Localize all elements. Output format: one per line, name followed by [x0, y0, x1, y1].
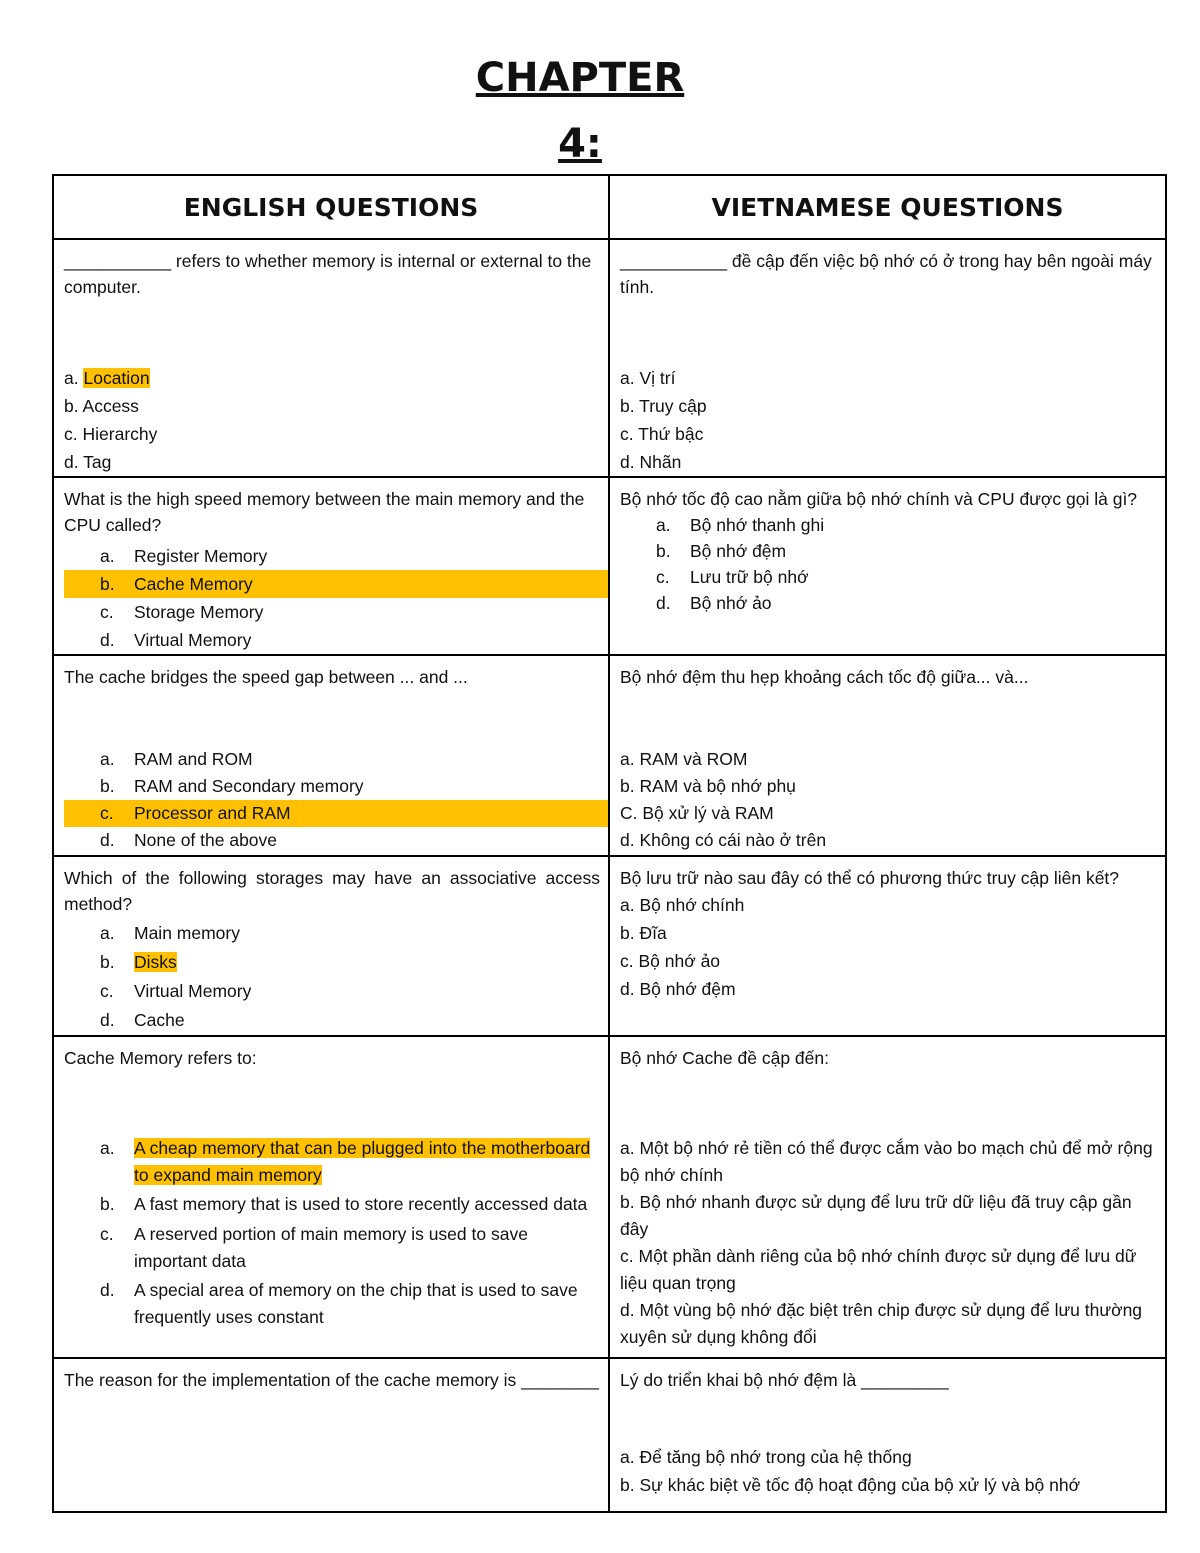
option[interactable]: C. Bộ xử lý và RAM: [620, 803, 774, 823]
question-row: [53, 856, 1166, 1036]
options-list: [64, 542, 600, 654]
chapter-title: CHAPTER: [475, 55, 685, 101]
vietnamese-cell: [609, 1036, 1166, 1358]
correct-answer-highlight: Location: [83, 368, 150, 388]
question-table: [52, 174, 1167, 1513]
option[interactable]: b. Disks: [100, 952, 177, 972]
options-list: [620, 1443, 1157, 1499]
option[interactable]: b. Truy cập: [620, 396, 707, 416]
option[interactable]: c. Virtual Memory: [100, 981, 252, 1001]
question-text: Cache Memory refers to:: [64, 1048, 257, 1068]
header-row: [53, 175, 1166, 239]
option[interactable]: b. Cache Memory: [64, 570, 608, 598]
vietnamese-cell: [609, 856, 1166, 1036]
option[interactable]: c. Bộ nhớ ảo: [620, 951, 721, 971]
option[interactable]: d. Không có cái nào ở trên: [620, 830, 827, 850]
option[interactable]: a. Bộ nhớ thanh ghi: [656, 515, 825, 535]
english-cell: [53, 477, 609, 655]
correct-answer-highlight: Disks: [134, 952, 177, 972]
option[interactable]: d. A special area of memory on the chip that is used to save frequently uses constant: [100, 1280, 578, 1327]
question-text: What is the high speed memory between the main memory and the CPU called?: [64, 489, 585, 535]
option[interactable]: d. Tag: [64, 452, 112, 472]
options-list: [620, 364, 1157, 476]
correct-answer-highlight: A cheap memory that can be plugged into the motherboard to expand main memory: [134, 1138, 591, 1185]
option[interactable]: b. Bộ nhớ nhanh được sử dụng để lưu trữ dữ liệu đã truy cập gần đây: [620, 1192, 1132, 1239]
question-text: ___________ đề cập đến việc bộ nhớ có ở trong hay bên ngoài máy tính.: [620, 251, 1152, 297]
option[interactable]: a. A cheap memory that can be plugged into the motherboard to expand main memory: [100, 1138, 591, 1185]
question-row: [53, 1036, 1166, 1358]
option[interactable]: b. Access: [64, 396, 139, 416]
option[interactable]: d. Virtual Memory: [100, 630, 252, 650]
option[interactable]: a. Vị trí: [620, 368, 676, 388]
correct-answer-highlight: Processor and RAM: [134, 803, 291, 823]
option[interactable]: b. A fast memory that is used to store recently accessed data: [100, 1194, 588, 1214]
english-header: ENGLISH QUESTIONS: [53, 175, 609, 239]
options-list: [64, 919, 600, 1035]
options-list: [64, 746, 600, 854]
english-cell: [53, 655, 609, 856]
english-cell: [53, 856, 609, 1036]
question-text: The cache bridges the speed gap between ... and ...: [64, 667, 468, 687]
option[interactable]: d. Nhãn: [620, 452, 682, 472]
options-list: [64, 1135, 600, 1331]
question-text: Bộ nhớ tốc độ cao nằm giữa bộ nhớ chính và CPU được gọi là gì?: [620, 489, 1138, 509]
question-text: The reason for the implementation of the cache memory is ________: [64, 1370, 600, 1390]
option[interactable]: a. RAM và ROM: [620, 749, 748, 769]
chapter-number: 4:: [558, 121, 602, 167]
question-text: Lý do triển khai bộ nhớ đệm là _________: [620, 1370, 949, 1390]
option[interactable]: c. Lưu trữ bộ nhớ: [656, 567, 809, 587]
options-list: [620, 746, 1157, 854]
option[interactable]: a. Bộ nhớ chính: [620, 895, 745, 915]
question-row: [53, 239, 1166, 477]
option[interactable]: d. Một vùng bộ nhớ đặc biệt trên chip được sử dụng để lưu thường xuyên sử dụng không đổi: [620, 1300, 1143, 1347]
option[interactable]: c. Hierarchy: [64, 424, 158, 444]
option[interactable]: c. Storage Memory: [100, 602, 264, 622]
option[interactable]: b. Bộ nhớ đệm: [656, 541, 787, 561]
question-row: [53, 1358, 1166, 1512]
question-text: ___________ refers to whether memory is internal or external to the computer.: [64, 251, 592, 297]
option[interactable]: d. None of the above: [100, 830, 278, 850]
correct-answer-highlight: Cache Memory: [134, 574, 253, 594]
question-text: Bộ lưu trữ nào sau đây có thể có phương thức truy cập liên kết?: [620, 868, 1120, 888]
question-text: Bộ nhớ đệm thu hẹp khoảng cách tốc độ giữa... và...: [620, 667, 1029, 687]
question-text: Which of the following storages may have an associative access method?: [64, 868, 600, 914]
options-list: [620, 1135, 1157, 1351]
vietnamese-cell: [609, 239, 1166, 477]
vietnamese-cell: [609, 1358, 1166, 1512]
options-list: [620, 891, 1157, 1003]
option[interactable]: a. RAM and ROM: [100, 749, 253, 769]
option[interactable]: c. Processor and RAM: [64, 800, 608, 827]
vietnamese-cell: [609, 655, 1166, 856]
option[interactable]: b. RAM và bộ nhớ phụ: [620, 776, 796, 796]
options-list: [64, 364, 600, 476]
english-cell: [53, 239, 609, 477]
option[interactable]: d. Bộ nhớ đệm: [620, 979, 736, 999]
options-list: [620, 512, 1157, 616]
option[interactable]: c. Thứ bậc: [620, 424, 704, 444]
question-row: [53, 477, 1166, 655]
option[interactable]: a. Register Memory: [100, 546, 268, 566]
vietnamese-header: VIETNAMESE QUESTIONS: [609, 175, 1166, 239]
option[interactable]: a. Một bộ nhớ rẻ tiền có thể được cắm vào bo mạch chủ để mở rộng bộ nhớ chính: [620, 1138, 1153, 1185]
english-cell: [53, 1036, 609, 1358]
option[interactable]: a. Main memory: [100, 923, 240, 943]
option[interactable]: c. A reserved portion of main memory is used to save important data: [100, 1224, 528, 1271]
option[interactable]: a. Để tăng bộ nhớ trong của hệ thống: [620, 1447, 912, 1467]
question-text: Bộ nhớ Cache đề cập đến:: [620, 1048, 829, 1068]
english-cell: [53, 1358, 609, 1512]
option[interactable]: b. RAM and Secondary memory: [100, 776, 364, 796]
option[interactable]: b. Sự khác biệt về tốc độ hoạt động của bộ xử lý và bộ nhớ: [620, 1475, 1081, 1495]
option[interactable]: c. Một phần dành riêng của bộ nhớ chính được sử dụng để lưu dữ liệu quan trọng: [620, 1246, 1137, 1293]
option[interactable]: b. Đĩa: [620, 923, 667, 943]
option[interactable]: d. Cache: [100, 1010, 185, 1030]
question-row: [53, 655, 1166, 856]
option[interactable]: a. Location: [64, 368, 150, 388]
option[interactable]: d. Bộ nhớ ảo: [656, 593, 772, 613]
vietnamese-cell: [609, 477, 1166, 655]
